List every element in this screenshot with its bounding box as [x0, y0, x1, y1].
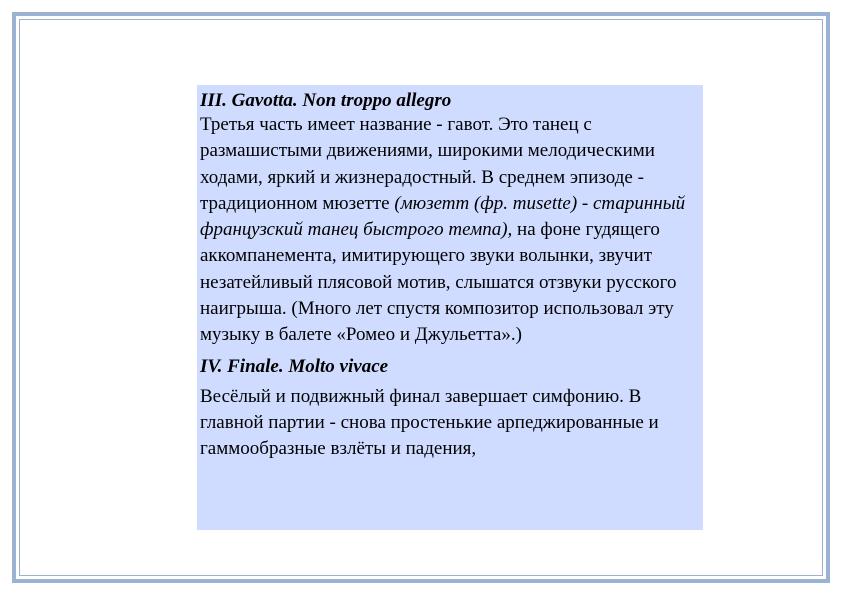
paragraph-text-italic-note: (мюзетт (фр. musette) - старинный французский танец быстрого темпа),	[200, 192, 686, 241]
section-paragraph-gavotta	[200, 112, 701, 349]
paragraph-text-start: Третья часть имеет название - гавот. Это танец с размашистыми движениями, широкими мелодическими ходами, яркий и жизнерадостный. В среднем эпизоде - традиционном мюзетте	[200, 114, 655, 214]
section-paragraph-finale: Весёлый и подвижный финал завершает симфонию. В главной партии - снова простенькие арпеджированные и гаммообразные взлёты и падения,	[200, 385, 659, 460]
paragraph-text-end: на фоне гудящего аккомпанемента, имитирующего звуки волынки, звучит незатейливый плясовой мотив, слышатся отзвуки русского наигрыша. (Много лет спустя композитор использовал эту музыку в балете «Ромео и Джульетта».)	[200, 219, 677, 346]
text-box	[197, 85, 703, 530]
section-heading-finale: IV. Finale. Molto vivace	[200, 355, 389, 377]
section-heading-gavotta: III. Gavotta. Non troppo allegro	[200, 90, 452, 111]
